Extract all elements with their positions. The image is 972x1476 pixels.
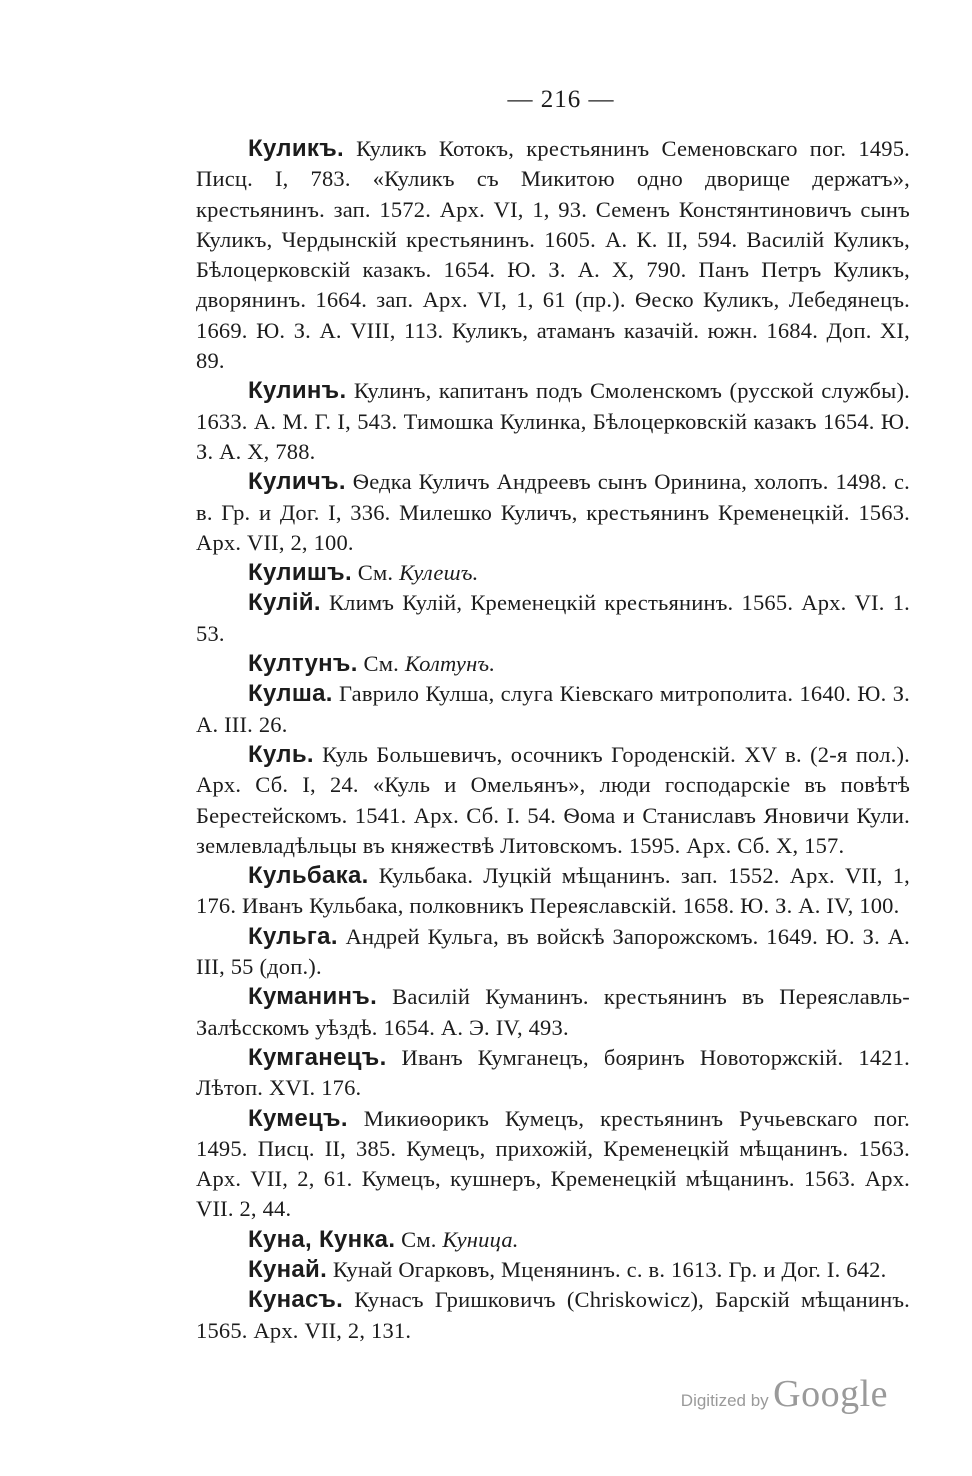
entry-text: Микиѳорикъ Кумецъ, крестьянинъ Ручьевскаго пог. 1495. Писц. II, 385. Кумецъ, прихожій, Кременецкій мѣщанинъ. 1563. Арх. VII, 2, 61. Кумецъ, кушнеръ, Кременецкій мѣщанинъ. 1563. Арх. VII. 2, 44. (196, 1105, 910, 1222)
entry-text: См. (395, 1226, 443, 1252)
watermark-prefix: Digitized by (680, 1391, 769, 1410)
entry-text: Кульбака. Луцкій мѣщанинъ. зап. 1552. Арх. VII, 1, 176. Иванъ Кульбака, полковникъ Переяславскій. 1658. Ю. З. А. IV, 100. (196, 863, 910, 919)
entry (196, 649, 910, 679)
entry-text: См. (357, 651, 405, 677)
entry (196, 1104, 910, 1225)
entry-headword: Кулша. (248, 680, 333, 708)
entry (196, 558, 910, 588)
entry-headword: Кунасъ. (248, 1286, 344, 1314)
entry-text: Василій Куманинъ. крестьянинъ въ Переяславль-Залѣсскомъ уѣздѣ. 1654. А. Э. IV, 493. (196, 984, 910, 1040)
entry-text: Кунай Огарковъ, Мценянинъ. с. в. 1613. Гр. и Дог. I. 642. (327, 1256, 887, 1282)
entry-text: Климъ Кулій, Кременецкій крестьянинъ. 1565. Арх. VI. 1. 53. (196, 590, 910, 646)
entry (196, 467, 910, 558)
cross-reference: Кулешъ. (399, 560, 479, 586)
entry-headword: Кумецъ. (248, 1104, 348, 1132)
cross-reference: Колтунъ. (404, 651, 496, 677)
entry-headword: Куликъ. (248, 135, 344, 162)
google-logo: Google (773, 1373, 888, 1415)
entry-text: См. (351, 560, 400, 586)
page-number: — 216 — (507, 86, 615, 113)
entry (196, 376, 910, 467)
entry-headword: Куличъ. (248, 468, 346, 496)
entry-text: Андрей Кульга, въ войскѣ Запорожскомъ. 1649. Ю. З. А. III, 55 (доп.). (196, 923, 910, 980)
entry (196, 1255, 910, 1285)
entry-headword: Куна, Кунка. (248, 1225, 396, 1253)
entry-headword: Куль. (248, 740, 314, 768)
entry-text: Куль Большевичъ, осочникъ Городенскій. XV в. (2-я пол.). Арх. Сб. I, 24. «Куль и Омельянъ», люди господарскіе въ повѣтѣ Берестейскомъ. 1541. Арх. Сб. I. 54. Ѳома и Станиславъ Яновичи Кули. землевладѣльцы въ княжествѣ Литовскомъ. 1595. Арх. Сб. X, 157. (196, 741, 910, 858)
entry-text: Кунасъ Гришковичъ (Chriskowicz), Барскій мѣщанинъ. 1565. Арх. VII, 2, 131. (196, 1287, 910, 1343)
entry (196, 861, 910, 922)
entry (196, 1043, 910, 1104)
entry-headword: Кумганецъ. (248, 1043, 387, 1071)
entry (196, 1285, 910, 1346)
entry (196, 922, 910, 983)
entry (196, 134, 910, 376)
entry (196, 588, 910, 649)
entry-text: Ѳедка Куличъ Андреевъ сынъ Оринина, холопъ. 1498. с. в. Гр. и Дог. I, 336. Милешко Куличъ, крестьянинъ Кременецкій. 1563. Арх. VII, 2, 100. (196, 469, 910, 555)
entry-headword: Куманинъ. (248, 983, 378, 1011)
entry-text: Куликъ Котокъ, крестьянинъ Семеновскаго пог. 1495. Писц. I, 783. «Куликъ съ Микитою одно дворище держатъ», крестьянинъ. зап. 1572. Арх. VI, 1, 93. Семенъ Констянтиновичъ сынъ Куликъ, Чердынскій крестьянинъ. 1605. А. К. II, 594. Василій Куликъ, Бѣлоцерковскій казакъ. 1654. Ю. З. А. X, 790. Панъ Петръ Куликъ, дворянинъ. 1664. зап. Арх. VI, 1, 61 (пр.). Ѳеско Куликъ, Лебедянецъ. 1669. Ю. З. А. VIII, 113. Куликъ, атаманъ казачій. южн. 1684. Доп. XI, 89. (196, 136, 910, 374)
entry (196, 1225, 910, 1255)
entry (196, 740, 910, 861)
entry-headword: Кулій. (248, 589, 321, 617)
dictionary-entries (196, 134, 910, 1346)
entry-text: Кулинъ, капитанъ подъ Смоленскомъ (русской службы). 1633. А. М. Г. I, 543. Тимошка Кулинка, Бѣлоцерковскій казакъ 1654. Ю. З. А. X, 788. (196, 378, 910, 464)
entry (196, 982, 910, 1043)
entry-text: Гаврило Кулша, слуга Кіевскаго митрополита. 1640. Ю. З. А. III. 26. (196, 681, 910, 737)
entry-text: Иванъ Кумганецъ, бояринъ Новоторжскій. 1421. Лѣтоп. XVI. 176. (196, 1044, 910, 1101)
entry (196, 679, 910, 740)
entry-headword: Кунай. (248, 1255, 328, 1283)
cross-reference: Куница. (442, 1226, 519, 1252)
entry-headword: Кульбака. (248, 862, 369, 890)
entry-headword: Кулишъ. (248, 559, 352, 587)
entry-headword: Кулинъ. (248, 377, 347, 405)
entry-headword: Кульга. (248, 922, 338, 950)
entry-headword: Култунъ. (248, 650, 358, 678)
digitized-watermark (681, 1372, 888, 1416)
